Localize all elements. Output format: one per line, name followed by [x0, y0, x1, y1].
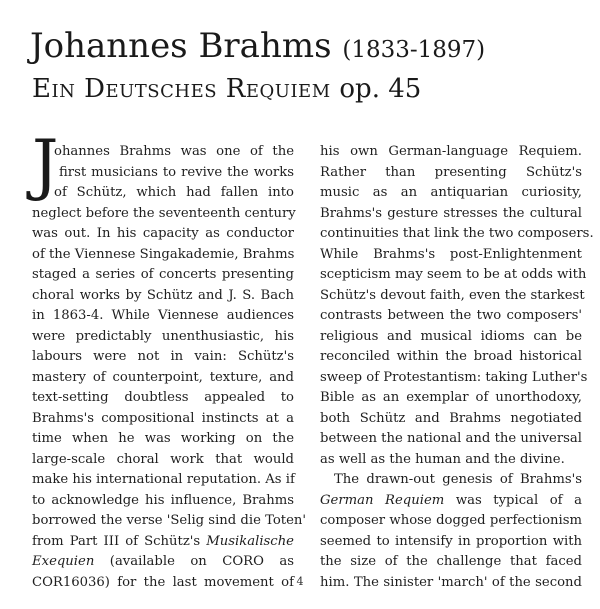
text-line: ohannes Brahms was one of the	[54, 144, 294, 159]
text-line: text-setting doubtless appealed to	[32, 390, 294, 405]
text-line: staged a series of concerts presenting	[32, 267, 294, 282]
text-line: in 1863-4. While Viennese audiences	[32, 308, 294, 323]
text-line: continuities that link the two composers.	[320, 226, 594, 241]
text-line: mastery of counterpoint, texture, and	[32, 369, 294, 385]
text-line: make his international reputation. As if	[32, 472, 295, 487]
text-line: Brahms's compositional instincts at a	[32, 410, 294, 426]
work-title	[32, 72, 421, 106]
text-line: While Brahms's post-Enlightenment	[320, 246, 582, 262]
composer-name: Johannes Brahms	[30, 26, 332, 66]
text-line: sweep of Protestantism: taking Luther's	[320, 369, 588, 385]
text-line: composer whose dogged perfectionism	[320, 513, 582, 528]
italic-title: Musikalische	[206, 533, 294, 549]
text-line: scepticism may seem to be at odds with	[320, 267, 587, 282]
composer-dates: (1833-1897)	[342, 37, 486, 63]
text-line-with-italic	[320, 491, 582, 512]
text-line: Brahms's gesture stresses the cultural	[320, 205, 582, 221]
work-name: Ein Deutsches Requiem	[32, 74, 331, 104]
text-line: between the national and the universal	[320, 431, 582, 446]
text-line-with-italic	[32, 532, 294, 553]
text-line: Schütz's devout faith, even the starkest	[320, 287, 585, 303]
italic-title: Exequien	[32, 554, 95, 569]
text-line: labours were not in vain: Schütz's	[32, 349, 294, 364]
text-line: was out. In his capacity as conductor	[32, 226, 294, 241]
text-line: seemed to intensify in proportion with	[320, 533, 582, 549]
text-segment: was typical of a	[455, 492, 582, 508]
text-line: borrowed the verse 'Selig sind die Toten'	[32, 513, 307, 528]
italic-title: German Requiem	[320, 492, 445, 508]
right-column	[320, 142, 594, 593]
text-line: religious and musical idioms can be	[320, 328, 582, 344]
text-line: of Schütz, which had fallen into	[54, 185, 294, 200]
text-line: both Schütz and Brahms negotiated	[320, 410, 582, 426]
opus-number: op. 45	[339, 74, 422, 104]
drop-cap: J	[32, 126, 59, 203]
text-line: contrasts between the two composers'	[320, 308, 582, 323]
text-line: first musicians to revive the works	[59, 164, 294, 180]
text-line: of the Viennese Singakademie, Brahms	[32, 246, 295, 262]
text-line: Rather than presenting Schütz's	[320, 164, 582, 180]
page-number: 4	[296, 575, 304, 588]
text-line: reconciled within the broad historical	[320, 349, 582, 364]
text-line-with-italic	[32, 552, 294, 573]
text-line: large-scale choral work that would	[32, 451, 294, 467]
text-line: COR16036) for the last movement of	[32, 574, 294, 590]
text-line: him. The sinister 'march' of the second	[320, 574, 582, 590]
text-segment: (available on CORO as	[109, 554, 294, 569]
text-line: to acknowledge his influence, Brahms	[32, 492, 294, 508]
text-line: choral works by Schütz and J. S. Bach	[32, 287, 294, 303]
text-line: time when he was working on the	[32, 431, 294, 446]
text-line: his own German-language Requiem.	[320, 144, 582, 159]
text-line: Bible as an exemplar of unorthodoxy,	[320, 390, 582, 405]
text-line: as well as the human and the divine.	[320, 451, 565, 467]
text-line: the size of the challenge that faced	[320, 554, 582, 569]
left-column	[32, 142, 307, 593]
text-line: music as an antiquarian curiosity,	[320, 185, 582, 200]
text-line: were predictably unenthusiastic, his	[32, 328, 294, 344]
page-title	[30, 26, 485, 70]
text-line: The drawn-out genesis of Brahms's	[334, 472, 582, 487]
text-segment: from Part III of Schütz's	[32, 533, 201, 549]
text-line: neglect before the seventeenth century	[32, 205, 296, 221]
